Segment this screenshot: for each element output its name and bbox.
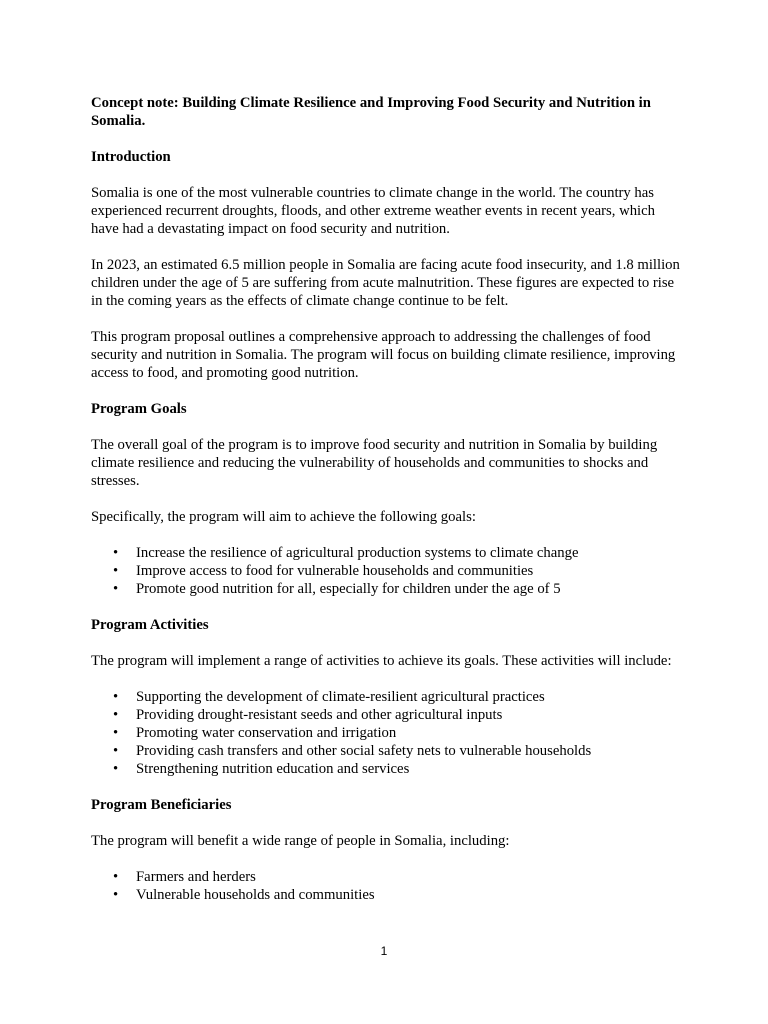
section-heading-introduction: Introduction	[91, 149, 171, 165]
goals-list	[91, 544, 681, 598]
section-heading-program-activities: Program Activities	[91, 617, 209, 633]
page-number: 1	[380, 944, 388, 958]
list-item: • Promoting water conservation and irrigation	[136, 724, 681, 742]
paragraph: This program proposal outlines a comprehensive approach to addressing the challenges of food security and nutrition in Somalia. The program will focus on building climate resilience, improving access to food, and promoting good nutrition.	[91, 329, 676, 381]
list-item: • Supporting the development of climate-resilient agricultural practices	[136, 688, 681, 706]
list-item: • Providing cash transfers and other social safety nets to vulnerable households	[136, 742, 681, 760]
list-item: • Improve access to food for vulnerable households and communities	[136, 562, 681, 580]
list-item: • Increase the resilience of agricultural production systems to climate change	[136, 544, 681, 562]
list-item: • Promote good nutrition for all, especially for children under the age of 5	[136, 580, 681, 598]
section-heading-program-goals: Program Goals	[91, 401, 187, 417]
paragraph: Specifically, the program will aim to achieve the following goals:	[91, 509, 476, 525]
list-item: • Providing drought-resistant seeds and other agricultural inputs	[136, 706, 681, 724]
list-item: • Vulnerable households and communities	[136, 886, 681, 904]
list-item: • Strengthening nutrition education and services	[136, 760, 681, 778]
paragraph: The overall goal of the program is to improve food security and nutrition in Somalia by building climate resilience and reducing the vulnerability of households and communities to shocks and stresses.	[91, 437, 658, 489]
document-body	[91, 94, 681, 922]
paragraph: The program will implement a range of activities to achieve its goals. These activities will include:	[91, 653, 672, 669]
activities-list	[91, 688, 681, 778]
paragraph: The program will benefit a wide range of people in Somalia, including:	[91, 833, 510, 849]
section-heading-program-beneficiaries: Program Beneficiaries	[91, 797, 232, 813]
document-title: Concept note: Building Climate Resilience and Improving Food Security and Nutrition in Somalia.	[91, 95, 651, 129]
list-item: • Farmers and herders	[136, 868, 681, 886]
paragraph: Somalia is one of the most vulnerable countries to climate change in the world. The country has experienced recurrent droughts, floods, and other extreme weather events in recent years, which have had a devastating impact on food security and nutrition.	[91, 185, 656, 237]
paragraph: In 2023, an estimated 6.5 million people in Somalia are facing acute food insecurity, and 1.8 million children under the age of 5 are suffering from acute malnutrition. These figures are expected to rise in the coming years as the effects of climate change continue to be felt.	[91, 257, 680, 309]
beneficiaries-list	[91, 868, 681, 904]
